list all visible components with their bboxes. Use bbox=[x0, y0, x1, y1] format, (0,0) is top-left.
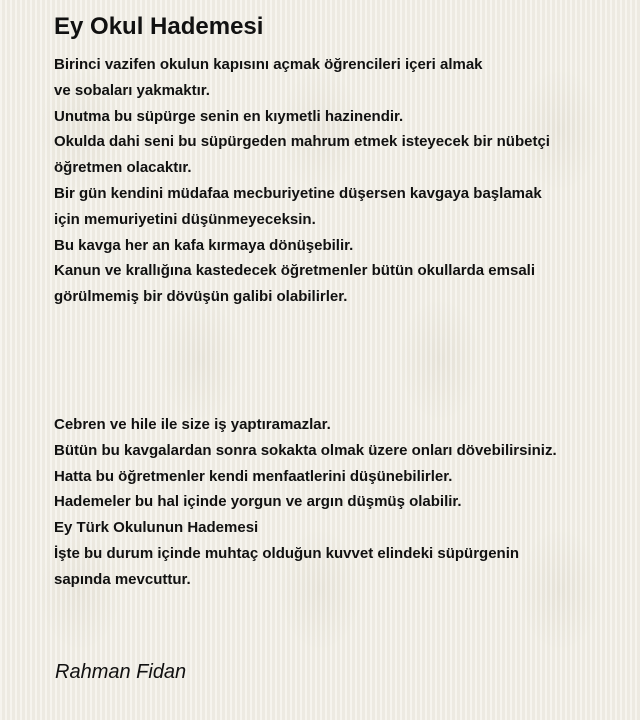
poem-line: Bütün bu kavgalardan sonra sokakta olmak üzere onları dövebilirsiniz. bbox=[54, 441, 557, 459]
poem-line: Birinci vazifen okulun kapısını açmak öğrencileri içeri almak bbox=[54, 56, 483, 73]
poem-line: görülmemiş bir dövüşün galibi olabilirler. bbox=[54, 288, 348, 306]
poem-line: Bu kavga her an kafa kırmaya dönüşebilir. bbox=[54, 236, 354, 254]
poem-line: İşte bu durum içinde muhtaç olduğun kuvvet elindeki süpürgenin bbox=[54, 544, 520, 562]
poem-line: Unutma bu süpürge senin en kıymetli hazinendir. bbox=[54, 107, 404, 125]
poem-line: öğretmen olacaktır. bbox=[54, 159, 192, 177]
poem-line: Kanun ve krallığına kastedecek öğretmenler bütün okullarda emsali bbox=[54, 262, 535, 280]
poem-line: Cebren ve hile ile size iş yaptıramazlar. bbox=[54, 416, 331, 433]
poem-line: ve sobaları yakmaktır. bbox=[54, 81, 210, 99]
poem-line: Okulda dahi seni bu süpürgeden mahrum etmek isteyecek bir nübetçi bbox=[54, 133, 550, 151]
poem-line: Hademeler bu hal içinde yorgun ve argın düşmüş olabilir. bbox=[54, 493, 462, 511]
poem-line: Hatta bu öğretmenler kendi menfaatlerini düşünebilirler. bbox=[54, 467, 453, 485]
poem-line: sapında mevcuttur. bbox=[54, 570, 191, 588]
poem-author: Rahman Fidan bbox=[55, 661, 187, 683]
poem-line: Ey Türk Okulunun Hademesi bbox=[54, 519, 259, 537]
poem-stanza-2 bbox=[54, 412, 634, 593]
poem-stanza-1 bbox=[54, 52, 634, 310]
poem-title: Ey Okul Hademesi bbox=[54, 13, 264, 40]
poem-line: Bir gün kendini müdafaa mecburiyetine düşersen kavgaya başlamak bbox=[54, 184, 542, 202]
poem-line: için memuriyetini düşünmeyeceksin. bbox=[54, 210, 316, 228]
